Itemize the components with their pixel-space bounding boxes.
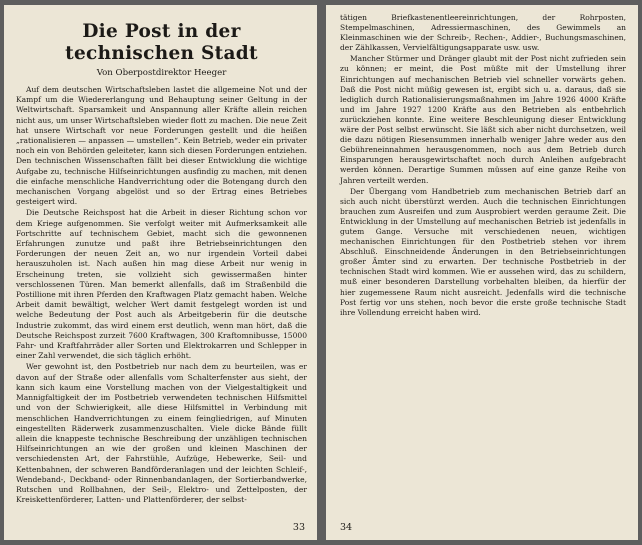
paragraph: Mancher Stürmer und Dränger glaubt mit der Post nicht zufrieden sein zu können; er meint, die Post müßte mit der Umstellung ihrer Einrichtungen auf mechanischen Betrieb viel schneller vorwärts gehen. Daß die Post nicht müßig gewesen ist, ergibt sich u. a. daraus, daß sie lediglich durch Rationalisierungsmaßnahmen im Jahre 1926 4000 Kräfte und im Jahre 1927 1200 Kräfte aus den Betrieben als entbehrlich zurückziehen konnte. Eine weitere Beschleunigung dieser Entwicklung wäre der Post selbst erwünscht. Sie läßt sich aber nicht durchsetzen, weil die dazu nötigen Riesensummen innerhalb weniger Jahre weder aus den Gebühreneinnahmen herausgenommen, noch aus dem Betrieb durch Einsparungen herausgewirtschaftet noch durch Anleihen aufgebracht werden können. Derartige Summen müssen auf eine ganze Reihe von Jahren verteilt werden. (340, 54, 626, 185)
article-byline: Von Oberpostdirektor Heeger (96, 68, 227, 78)
left-page (4, 5, 317, 540)
page-number: 33 (292, 522, 305, 533)
paragraph: Auf dem deutschen Wirtschaftsleben lastet die allgemeine Not und der Kampf um die Wiedererlangung und Behauptung seiner Geltung in der Weltwirtschaft. Sparsamkeit und Anspannung aller Kräfte allein reichen nicht aus, um unser Wirtschaftsleben wieder flott zu machen. Die neue Zeit hat unsere Wirtschaft vor neue Forderungen gestellt und die heißen „rationalisieren — anpassen — umstellen“. Kein Betrieb, weder ein privater noch ein von Behörden geleiteter, kann sich diesen Forderungen entziehen. Den technischen Wissenschaften fällt bei dieser Entwicklung die wichtige Aufgabe zu, technische Hilfseinrichtungen ausfindig zu machen, mit denen die einfache menschliche Handverrichtung oder die Botengang durch den mechanischen Vorgang abgelöst und so der Ertrag eines Betriebes gesteigert wird. (16, 85, 307, 207)
paragraph: tätigen Briefkastenentleereinrichtungen, der Rohrposten, Stempelmaschinen, Adressiermaschinen, des Gewimmels an Kleinmaschinen wie der Schreib-, Rechen-, Addier-, Buchungsmaschinen, der Zählkassen, Vervielfältigungsapparate usw. usw. (340, 13, 626, 53)
page-number: 34 (340, 522, 353, 533)
paragraph: Der Übergang vom Handbetrieb zum mechanischen Betrieb darf an sich auch nicht überstürzt werden. Auch die technischen Einrichtungen brauchen zum Ausreifen und zum Ausprobiert werden geraume Zeit. Die Entwicklung in der Umstellung auf mechanischen Betrieb ist jedenfalls in gutem Gange. Versuche mit verschiedenen neuen, wichtigen mechanischen Einrichtungen für den Postbetrieb stehen vor ihrem Abschluß. Einschneidende Änderungen in den Betriebseinrichtungen großer Ämter sind zu erwarten. Der technische Postbetrieb in der technischen Stadt wird kommen. Wie er aussehen wird, das zu schildern, muß einer besonderen Darstellung vorbehalten bleiben, da hierfür der hier zugemessene Raum nicht ausreicht. Jedenfalls wird die technische Post fertig vor uns stehen, noch bevor die erste große technische Stadt ihre Vollendung erreicht haben wird. (340, 186, 626, 317)
paragraph: Wer gewohnt ist, den Postbetrieb nur nach dem zu beurteilen, was er davon auf der Straße oder allenfalls vom Schalterfenster aus sieht, der kann sich kaum eine Vorstellung machen von der Vielgestaltigkeit und Mannigfaltigkeit der im Postbetrieb verwendeten technischen Hilfsmittel und von der Schwierigkeit, alle diese Hilfsmittel in Verbindung mit menschlichen Handverrichtungen zu einem feingliedrigen, auf Minuten eingestellten Räderwerk zusammenzuschalten. Viele dicke Bände füllt allein die knappeste technische Beschreibung der unzähligen technischen Hilfseinrichtungen an wie der großen und kleinen Maschinen der verschiedensten Art, der Fahrstühle, Aufzüge, Hebewerke, Seil- und Kettenbahnen, der schweren Bandförderanlagen und der leichten Schleif-, Wendeband-, Deckband- oder Rinnenbandanlagen, der Sortierbandwerke, Rutschen und Rollbahnen, der Seil-, Elektro- und Zettelposten, der Kreiskettenförderer, Latten- und Plattenförderer, der selbst- (16, 362, 307, 505)
paragraph: Die Deutsche Reichspost hat die Arbeit in dieser Richtung schon vor dem Kriege aufgenommen. Sie verfolgt weiter mit Aufmerksamkeit alle Fortschritte auf technischem Gebiet, macht sich die gewonnenen Erfahrungen zunutze und paßt ihre Betriebseinrichtungen den Forderungen der neuen Zeit an, wo nur irgendein Vorteil dabei herauszuholen ist. Nach außen hin mag diese Arbeit nur wenig in Erscheinung treten, sie vollzieht sich gewissermaßen hinter verschlossenen Türen. Man bemerkt allenfalls, daß im Straßenbild die Postillione mit ihren Pferden den Kraftwagen Platz gemacht haben. Welche Arbeit damit bewältigt, welcher Wert damit festgelegt worden ist und welche Bedeutung der Post auch als Arbeitgeberin für die deutsche Industrie zukommt, das wird einem erst deutlich, wenn man hört, daß die Deutsche Reichspost zurzeit 7600 Kraftwagen, 300 Kraftomnibusse, 15000 Fahr- und Kraftfahrräder aller Sorten und Elektrokarren und Schlepper in einer Zahl verwendet, die sich täglich erhöht. (16, 208, 307, 361)
article-title: Die Post in der technischen Stadt (65, 21, 258, 64)
right-page (326, 5, 638, 540)
